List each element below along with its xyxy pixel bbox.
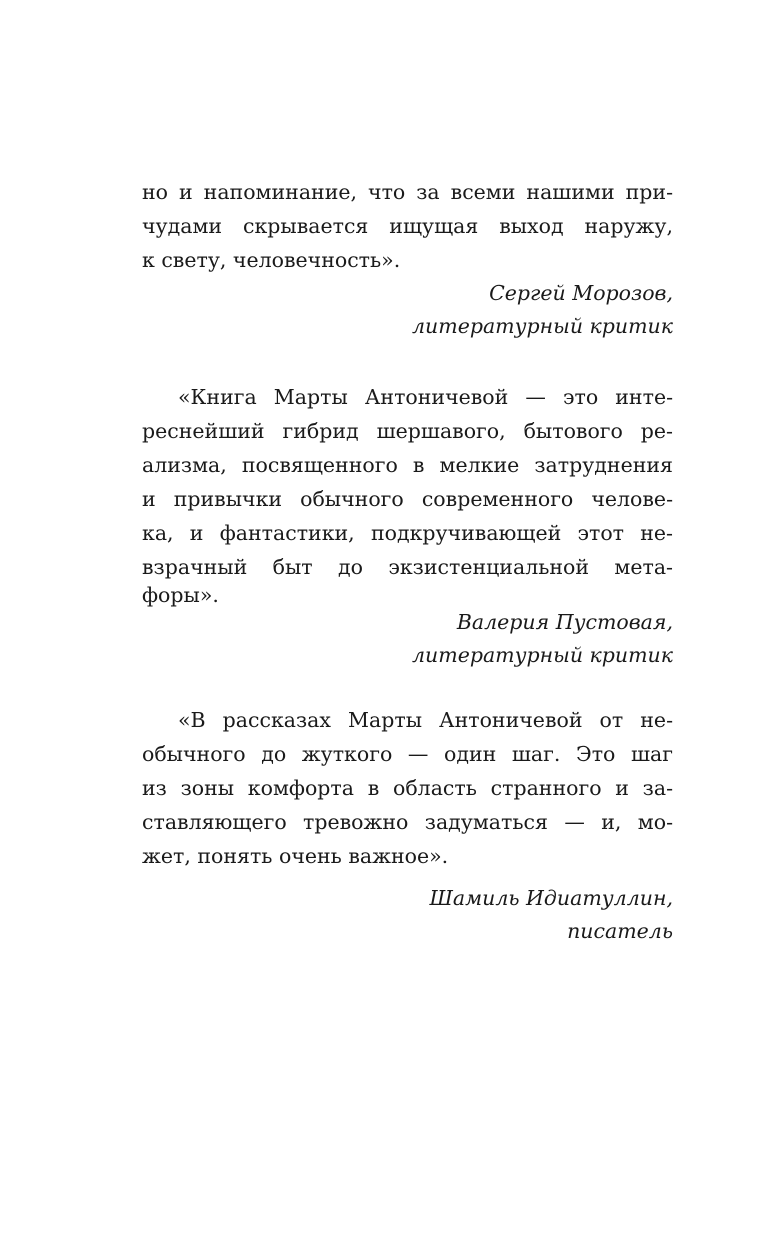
quote-author: Валерия Пустовая, (456, 610, 673, 634)
quote-line: взрачный быт до экзистенциальной мета- (142, 555, 673, 579)
quote-line: ка, и фантастики, подкручивающей этот не- (142, 521, 673, 545)
quote-author-role: литературный критик (412, 314, 673, 338)
page-content (142, 175, 673, 948)
quote-line: чудами скрывается ищущая выход наружу, (142, 214, 673, 238)
quote-line: «В рассказах Марты Антоничевой от не- (178, 708, 673, 732)
quote-line: жет, понять очень важное». (142, 844, 449, 868)
quote-1 (142, 175, 673, 343)
quote-2 (142, 380, 673, 672)
quote-line: ализма, посвященного в мелкие затруднения (142, 453, 673, 477)
quote-author-role: литературный критик (412, 643, 673, 667)
quote-author: Сергей Морозов, (489, 281, 673, 305)
quote-3 (142, 703, 673, 948)
quote-line: «Книга Марты Антоничевой — это инте- (178, 385, 673, 409)
quote-line: и привычки обычного современного челове- (142, 487, 673, 511)
quote-line: форы». (142, 583, 219, 607)
quote-line: реснейший гибрид шершавого, бытового ре- (142, 419, 673, 443)
quote-line: но и напоминание, что за всеми нашими при- (142, 180, 673, 204)
quote-line: к свету, человечность». (142, 248, 401, 272)
quote-line: обычного до жуткого — один шаг. Это шаг (142, 742, 673, 766)
quote-author: Шамиль Идиатуллин, (429, 886, 673, 910)
quote-line: из зоны комфорта в область странного и за- (142, 776, 673, 800)
quote-line: ставляющего тревожно задуматься — и, мо- (142, 810, 673, 834)
quote-author-role: писатель (567, 919, 673, 943)
